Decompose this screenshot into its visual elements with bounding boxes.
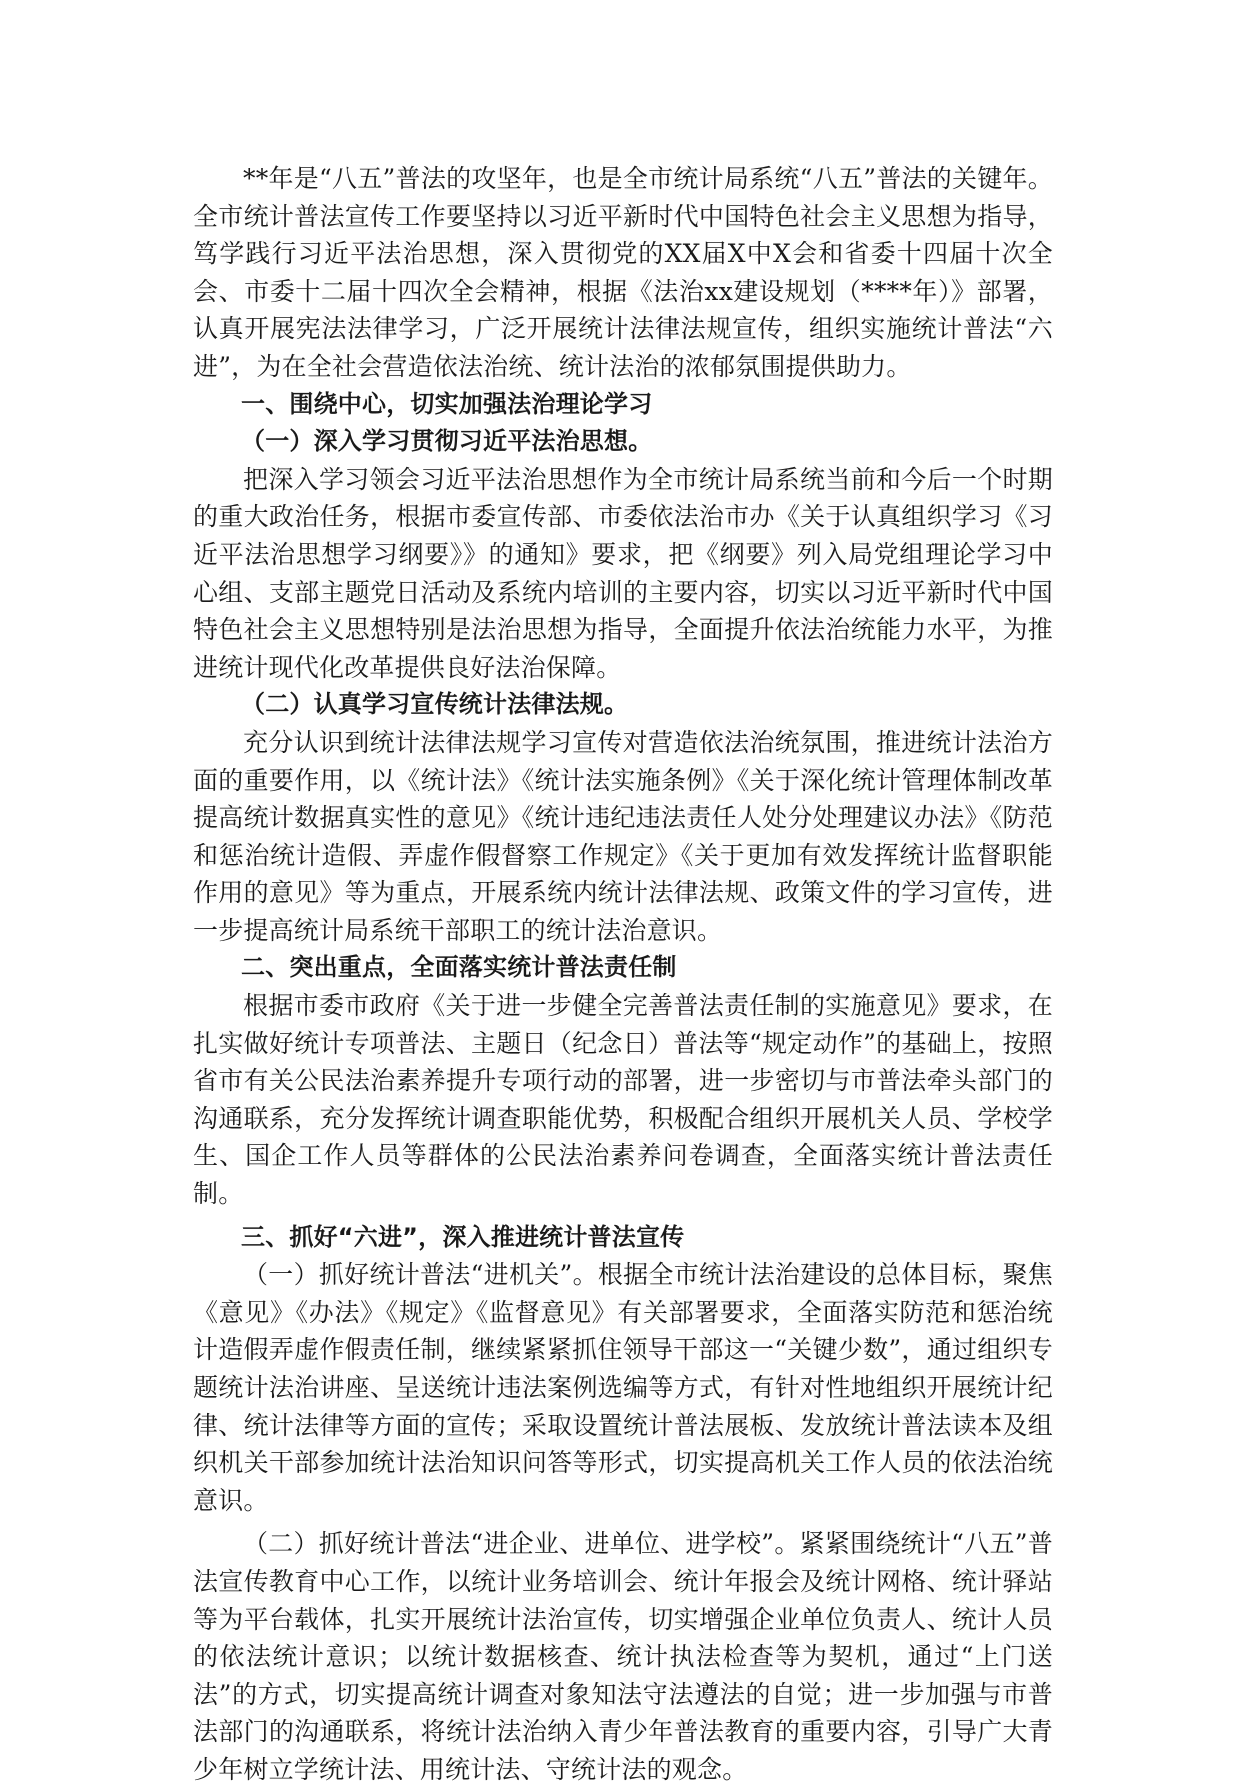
paragraph-3-2: （二）抓好统计普法“进企业、进单位、进学校”。紧紧围绕统计“八五”普法宣传教育中心工作，以统计业务培训会、统计年报会及统计网格、统计驿站等为平台载体，扎实开展统计法治宣传，切实增强企业单位负责人、统计人员的依法统计意识；以统计数据核查、统计执法检查等为契机，通过“上门送法”的方式，切实提高统计调查对象知法守法遵法的自觉；进一步加强与市普法部门的沟通联系，将统计法治纳入青少年普法教育的重要内容，引导广大青少年树立学统计法、用统计法、守统计法的观念。	[193, 1529, 1053, 1784]
heading-section-1: 一、围绕中心，切实加强法治理论学习	[241, 389, 653, 418]
subheading-1-1: （一）深入学习贯彻习近平法治思想。	[241, 427, 653, 456]
document-body	[193, 160, 1053, 1789]
heading-section-3: 三、抓好“六进”，深入推进统计普法宣传	[241, 1222, 685, 1251]
heading-section-2: 二、突出重点，全面落实统计普法责任制	[241, 953, 677, 982]
paragraph-3-1: （一）抓好统计普法“进机关”。根据全市统计法治建设的总体目标，聚焦《意见》《办法》《规定》《监督意见》有关部署要求，全面落实防范和惩治统计造假弄虚作假责任制，继续紧紧抓住领导干部这一“关键少数”，通过组织专题统计法治讲座、呈送统计违法案例选编等方式，有针对性地组织开展统计纪律、统计法律等方面的宣传；采取设置统计普法展板、发放统计普法读本及组织机关干部参加统计法治知识问答等形式，切实提高机关工作人员的依法治统意识。	[193, 1260, 1053, 1515]
paragraph-1-1: 把深入学习领会习近平法治思想作为全市统计局系统当前和今后一个时期的重大政治任务，根据市委宣传部、市委依法治市办《关于认真组织学习《习近平法治思想学习纲要》》的通知》要求，把《纲要》列入局党组理论学习中心组、支部主题党日活动及系统内培训的主要内容，切实以习近平新时代中国特色社会主义思想特别是法治思想为指导，全面提升依法治统能力水平，为推进统计现代化改革提供良好法治保障。	[193, 464, 1053, 682]
paragraph-intro: **年是“八五”普法的攻坚年，也是全市统计局系统“八五”普法的关键年。全市统计普法宣传工作要坚持以习近平新时代中国特色社会主义思想为指导，笃学践行习近平法治思想，深入贯彻党的XX届X中X会和省委十四届十次全会、市委十二届十四次全会精神，根据《法治xx建设规划（****年）》部署，认真开展宪法法律学习，广泛开展统计法律法规宣传，组织实施统计普法“六进”，为在全社会营造依法治统、统计法治的浓郁氛围提供助力。	[193, 164, 1053, 381]
subheading-1-2: （二）认真学习宣传统计法律法规。	[241, 690, 629, 719]
paragraph-1-2: 充分认识到统计法律法规学习宣传对营造依法治统氛围，推进统计法治方面的重要作用，以《统计法》《统计法实施条例》《关于深化统计管理体制改革提高统计数据真实性的意见》《统计违纪违法责任人处分处理建议办法》《防范和惩治统计造假、弄虚作假督察工作规定》《关于更加有效发挥统计监督职能作用的意见》等为重点，开展系统内统计法律法规、政策文件的学习宣传，进一步提高统计局系统干部职工的统计法治意识。	[193, 727, 1053, 945]
paragraph-2: 根据市委市政府《关于进一步健全完善普法责任制的实施意见》要求，在扎实做好统计专项普法、主题日（纪念日）普法等“规定动作”的基础上，按照省市有关公民法治素养提升专项行动的部署，进一步密切与市普法牵头部门的沟通联系，充分发挥统计调查职能优势，积极配合组织开展机关人员、学校学生、国企工作人员等群体的公民法治素养问卷调查，全面落实统计普法责任制。	[193, 991, 1053, 1209]
